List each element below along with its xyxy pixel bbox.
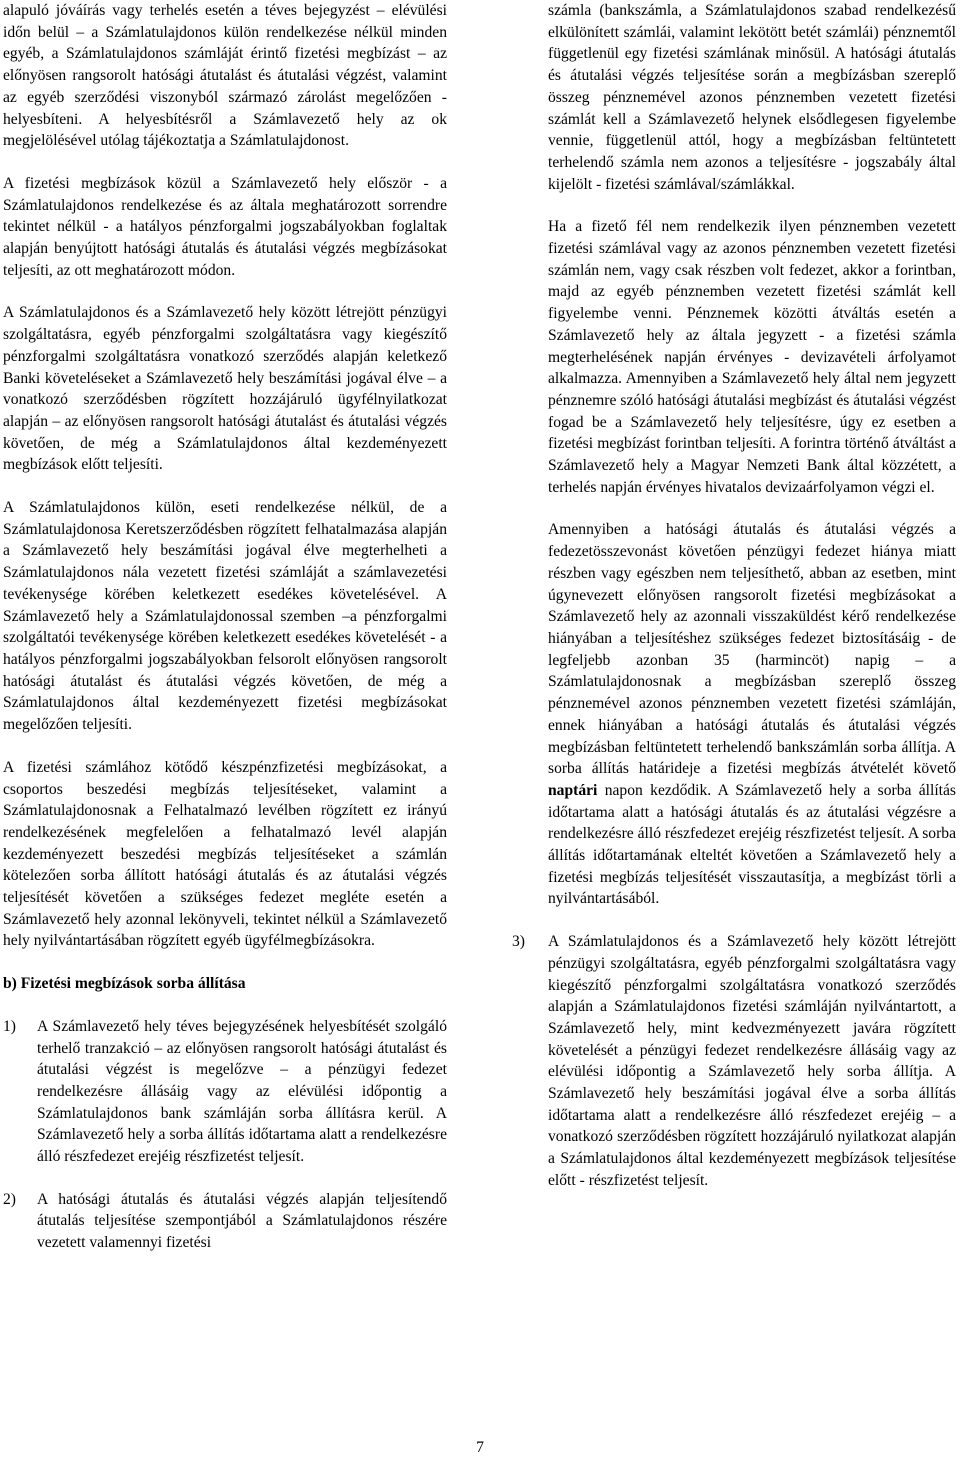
paragraph-text: napon kezdődik. A Számlavezető hely a sorba állítás időtartama alatt a hatósági átutalás és az átutalási végzésre a rendelkezésre álló részfedezet erejéig részfizetést teljesít. A sorba állítás időtartamának elteltét követően a Számlavezető hely a fizetési megbízás teljesítését visszautasítja, a megbízást törli a nyilvántartásából. (548, 781, 956, 908)
paragraph-currency-conversion: Ha a fizető fél nem rendelkezik ilyen pénznemben vezetett fizetési számlával vagy az azonos pénznemben vezetett fizetési számlán nem, vagy csak részben volt fedezet, akkor a forintban, majd az egyéb pénznemben vezetett fizetési számlát kell figyelembe venni. Pénznemek közötti átváltás esetén a Számlavezető hely az általa jegyzett - a fizetési számla megterhelésének napján érvényes - devizavételi árfolyamot alkalmazza. Amennyiben a Számlavezető hely által nem jegyzett pénznemre szóló hatósági átutalási megbízást és átutalási végzést fogad be a Számlavezető hely teljesítésre, úgy ez esetben a fizetési megbízást forintban teljesíti. A forintra történő átváltást a Számlavezető hely a Magyar Nemzeti Bank által közzétett, a terhelés napján érvényes hivatalos devizaárfolyamon végzi el. (548, 218, 956, 496)
list-item-text: A hatósági átutalás és átutalási végzés alapján teljesítendő átutalás teljesítése szempontjából a Számlatulajdonos részére vezetett valamennyi fizetési (37, 1190, 447, 1252)
list-item-3 (512, 931, 956, 1191)
paragraph-queuing (512, 519, 956, 910)
paragraph-priority-order: A fizetési megbízások közül a Számlavezető hely először - a Számlatulajdonos rendelkezése és az általa meghatározott sorrendre tekintet nélkül - a hatályos pénzforgalmi jogszabályokban foglaltak alapján benyújtott hatósági átutalás és átutalási végzés megbízásokat teljesíti, az ott meghatározott módon. (3, 174, 447, 279)
paragraph-account-continuation: számla (bankszámla, a Számlatulajdonos szabad rendelkezésű elkülönített számlái, valamint lekötött betét számlái) pénznemtől függetlenül egy fizetési számlának minősül. A hatósági átutalás és átutalási végzés teljesítése során a megbízásban szereplő összeg pénznemével azonos pénznemben vezetett fizetési számlát kell a Számlavezető helynek elsődlegesen figyelembe vennie, függetlenül attól, hogy a megbízásban feltüntetett terhelendő számla nem azonos a teljesítésre - jogszabály által kijelölt - fizetési számlával/számlákkal. (548, 2, 956, 193)
paragraph-cash-payments: A fizetési számlához kötődő készpénzfizetési megbízásokat, a csoportos beszedési megbízás teljesítéseket, valamint a Számlatulajdonosnak a Felhatalmazó levélben rögzített ez irányú rendelkezésének megfelelően a felhatalmazó levél alapján kezdeményezett beszedési megbízás teljesítéseket a számlán kötelezően sorba állított hatósági átutalás és az átutalási végzés teljesítését követően a szükséges fedezet megléte esetén a Számlavezető hely azonnal lekönyveli, tekintet nélkül a Számlavezető hely nyilvántartásában rögzített egyéb ügyfélmegbízásokra. (3, 758, 447, 950)
page-number: 7 (476, 1439, 484, 1456)
list-number: 1) (3, 1017, 16, 1035)
list-number: 3) (512, 933, 525, 951)
list-item-2 (3, 1189, 447, 1254)
right-column (512, 0, 956, 1192)
paragraph-correction: alapuló jóváírás vagy terhelés esetén a téves bejegyzést – elévülési időn belül – a Számlatulajdonos külön rendelkezése nélkül minden egyéb, a Számlatulajdonos számláját érintő fizetési megbízást – az előnyösen rangsorolt hatósági átutalást és átutalási végzést, valamint az egyéb szerződési viszonyból származó zárolást megelőzően - helyesbíteni. A helyesbítésről a Számlavezető hely az ok megjelölésével utólag tájékoztatja a Számlatulajdonost. (3, 2, 447, 150)
list-item-1 (3, 1016, 447, 1168)
left-column (3, 0, 447, 1254)
list-number: 2) (3, 1190, 16, 1208)
emphasis-text: naptári (548, 781, 598, 799)
paragraph-setoff: A Számlatulajdonos külön, eseti rendelkezése nélkül, de a Számlatulajdonosa Keretszerződésben rögzített felhatalmazása alapján a Számlavezető hely beszámítási jogával élve megterhelheti a Számlatulajdonos nála vezetett fizetési számláját a számlavezetési tevékenysége körében keletkezett esedékes követelésével. A Számlavezető hely a Számlatulajdonossal szemben –a pénzforgalmi szolgáltatói tevékenysége körében keletkezett esedékes követelését - a hatályos pénzforgalmi jogszabályokban felsorolt előnyösen rangsorolt hatósági átutalást és átutalási végzés követően, de még a Számlatulajdonos által kezdeményezett fizetési megbízásokat megelőzően teljesíti. (3, 499, 447, 734)
paragraph-bank-claims: A Számlatulajdonos és a Számlavezető hely között létrejött pénzügyi szolgáltatásra, egyéb pénzforgalmi szolgáltatásra vagy kiegészítő pénzforgalmi szolgáltatásra vonatkozó szerződés alapján keletkező Banki követeléseket a Számlavezető hely beszámítási jogával élve – a vonatkozó szerződésben rögzített hozzájáruló ügyfélnyilatkozat alapján – az előnyösen rangsorolt hatósági átutalást és átutalási végzés követően, de még a Számlatulajdonos által kezdeményezett megbízások előtt teljesíti. (3, 304, 447, 474)
list-item-text: A Számlatulajdonos és a Számlavezető hely között létrejött pénzügyi szolgáltatásra, egyéb pénzforgalmi szolgáltatásra vagy kiegészítő pénzforgalmi szolgáltatásra vonatkozó szerződés alapján a Számlatulajdonos fizetési számláján nyilvántartott, a Számlavezető hely, mint kedvezményezett javára rögzített követelését a pénzügyi fedezet rendelkezésre állásáig vagy az elévülési időpontig a Számlavezető hely sorba állítja. A Számlavezető hely beszámítási jogával élve a sorba állítás időtartama alatt a rendelkezésre álló részfedezet erejéig – a vonatkozó szerződésben rögzített hozzájáruló nyilatkozat alapján a Számlatulajdonos által kezdeményezett megbízások teljesítése előtt - részfizetést teljesít. (548, 933, 956, 1189)
paragraph-text: Amennyiben a hatósági átutalás és átutalási végzés a fedezetösszevonást követően pénzügyi fedezet hiánya miatt részben vagy egészben nem teljesíthető, abban az esetben, mint úgynevezett előnyösen rangsorolt fizetési megbízásokat a Számlavezető hely az azonnali visszaküldést kérő rendelkezése hiányában a teljesítéshez szükséges fedezet biztosításáig - de legfeljebb azonban 35 (harmincöt) napig – a Számlatulajdonosnak a megbízásban szereplő összeg pénznemével azonos pénznemben vezetett fizetési számláján, ennek hiányában a hatósági átutalás és átutalási végzés megbízásban feltüntetett terhelendő bankszámlán sorba állítja. A sorba állítás határideje a fizetési megbízás átvételét követő (548, 521, 956, 778)
list-item-text: A Számlavezető hely téves bejegyzésének helyesbítését szolgáló terhelő tranzakció – az előnyösen rangsorolt hatósági átutalást és átutalási végzést is megelőzve – a pénzügyi fedezet rendelkezésre állásáig vagy az elévülési időpontig a Számlatulajdonos bank számláján sorba állításra kerül. A Számlavezető hely a sorba állítás időtartama alatt a rendelkezésre álló részfedezet erejéig részfizetést teljesít. (37, 1017, 447, 1166)
section-heading: b) Fizetési megbízások sorba állítása (3, 975, 246, 993)
